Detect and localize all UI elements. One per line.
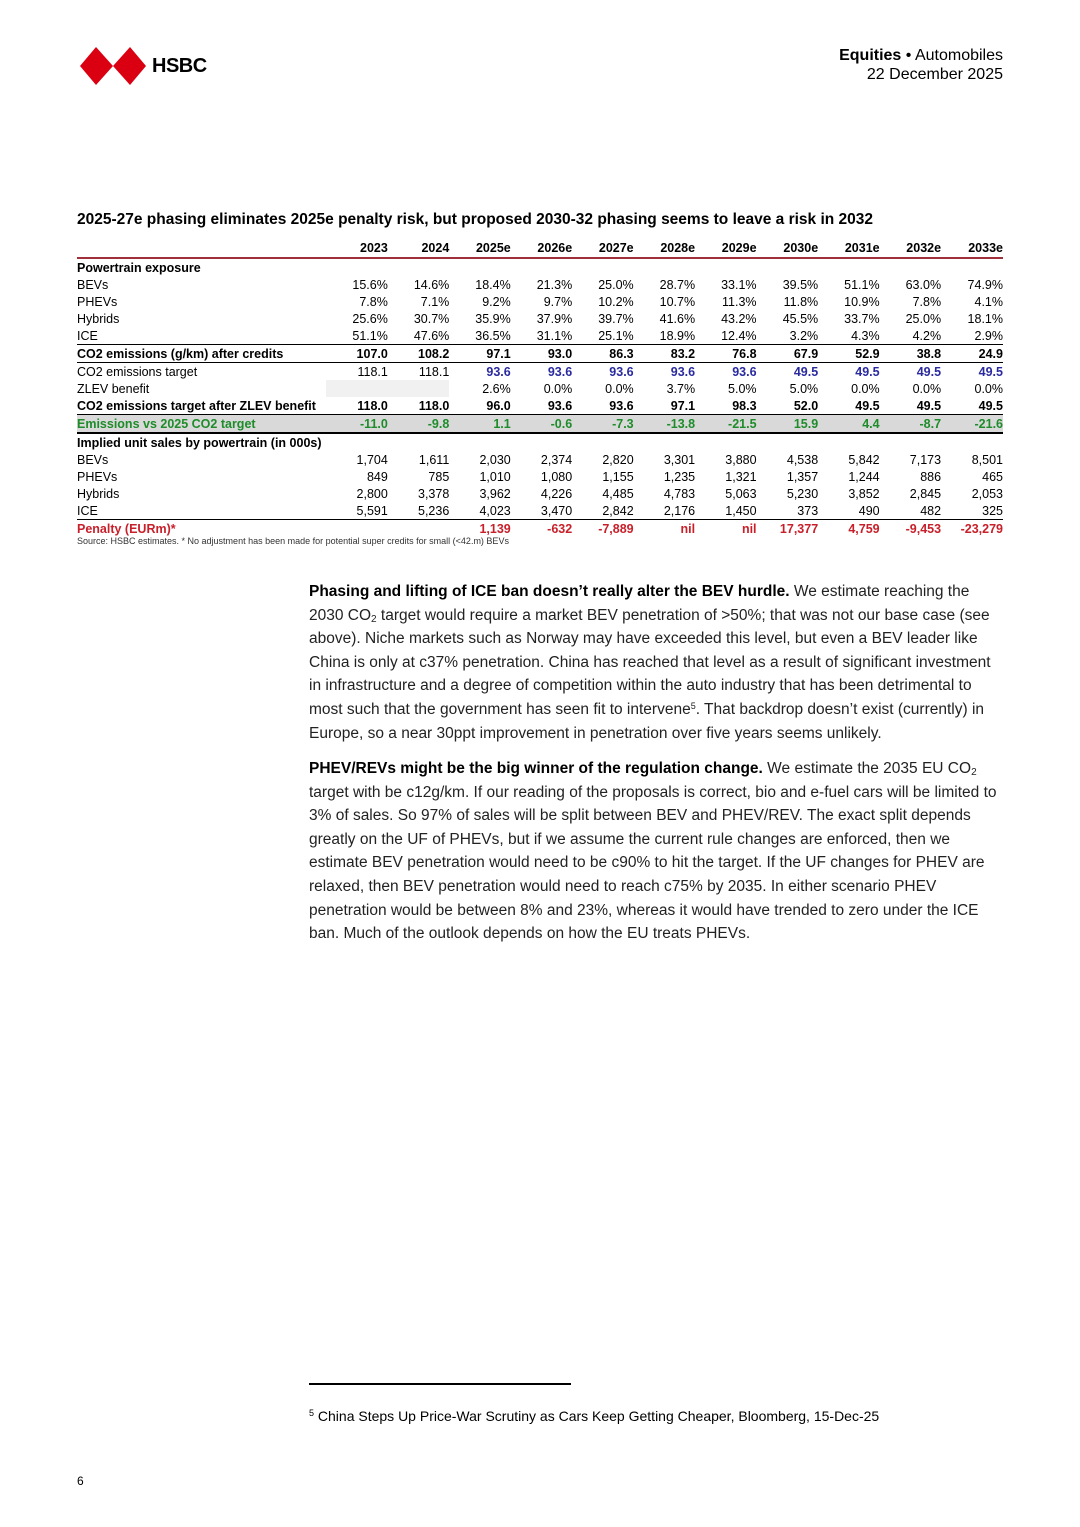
table-cell: -9.8 <box>388 415 449 434</box>
table-cell: 3,378 <box>418 486 450 501</box>
table-cell: 67.9 <box>757 345 819 363</box>
table-cell: 10.7% <box>659 294 696 309</box>
table-cell: 5,063 <box>725 486 757 501</box>
table-cell <box>326 380 387 397</box>
table-cell: 14.6% <box>413 277 450 292</box>
table-cell: 1,244 <box>848 469 880 484</box>
paragraph-lead: Phasing and lifting of ICE ban doesn’t really alter the BEV hurdle. <box>309 583 790 600</box>
table-cell: 1,155 <box>602 469 634 484</box>
section-header-row <box>77 258 1003 276</box>
table-cell: 93.6 <box>634 363 695 381</box>
table-cell: 21.3% <box>536 277 573 292</box>
table-cell: 325 <box>982 503 1003 518</box>
table-row-ice-sales <box>77 502 1003 520</box>
table-cell: 4.3% <box>851 328 880 343</box>
table-cell: 49.5 <box>880 363 941 381</box>
paragraph-bev-hurdle <box>309 580 1003 745</box>
row-label: ZLEV benefit <box>77 381 150 396</box>
table-cell: 886 <box>920 469 942 484</box>
table-cell: nil <box>634 520 695 538</box>
table-cell: 30.7% <box>413 311 450 326</box>
table-cell: 49.5 <box>855 398 880 413</box>
paragraph-text: We estimate the 2035 EU CO <box>762 760 972 777</box>
table-cell: 96.0 <box>486 398 511 413</box>
table-cell: 7.1% <box>420 294 450 309</box>
table-row-co2-target <box>77 363 1003 381</box>
table-cell: 2,030 <box>479 452 511 467</box>
column-header: 2029e <box>695 239 756 258</box>
table-cell: 4,759 <box>818 520 879 538</box>
table-cell: 51.1% <box>352 328 388 343</box>
column-header: 2033e <box>941 239 1003 258</box>
subscript: 2 <box>971 767 977 778</box>
table-cell: 11.8% <box>783 294 819 309</box>
subscript: 2 <box>371 613 377 625</box>
table-cell: 36.5% <box>475 328 511 343</box>
table-cell: 4.4 <box>818 415 879 434</box>
row-label: CO2 emissions target after ZLEV benefit <box>77 398 316 413</box>
row-label: Emissions vs 2025 CO2 target <box>77 415 326 434</box>
footnote-number: 5 <box>309 1408 315 1418</box>
row-label: PHEVs <box>77 294 118 309</box>
table-cell: 4,783 <box>663 486 696 501</box>
table-row-phev-sales <box>77 468 1003 485</box>
table-cell: 4.1% <box>974 294 1003 309</box>
table-cell: 5,842 <box>848 452 880 467</box>
table-cell: 9.2% <box>482 294 511 309</box>
table-cell: 3,880 <box>725 452 757 467</box>
row-label: Hybrids <box>77 486 120 501</box>
column-header: 2024 <box>388 239 449 258</box>
paragraph-phev-winner <box>309 757 1003 946</box>
footnote-text: China Steps Up Price-War Scrutiny as Cars Keep Getting Cheaper, Bloomberg, 15-Dec-25 <box>314 1408 880 1424</box>
table-cell: 785 <box>428 469 450 484</box>
paragraph-lead: PHEV/REVs might be the big winner of the regulation change. <box>309 760 763 777</box>
report-date: 22 December 2025 <box>866 66 1003 83</box>
table-cell: 5,236 <box>418 503 450 518</box>
table-cell: 10.9% <box>844 294 880 309</box>
table-cell: 39.5% <box>782 277 819 292</box>
table-cell: 849 <box>366 469 388 484</box>
table-cell: 43.2% <box>721 311 757 326</box>
row-label: ICE <box>77 503 98 518</box>
table-cell: 35.9% <box>475 311 511 326</box>
table-cell: 52.0 <box>793 398 819 413</box>
table-cell: 3.2% <box>789 328 819 343</box>
paragraph-text: . That backdrop doesn’t exist (currently) in Europe, so a near 30ppt improvement in penetration over five years seems unlikely. <box>309 700 985 742</box>
table-cell: 2,374 <box>540 452 573 467</box>
column-header: 2030e <box>757 239 819 258</box>
table-row-co2-after-credits <box>77 345 1003 363</box>
table-cell: 93.6 <box>609 398 634 413</box>
table-cell: 2,053 <box>971 486 1003 501</box>
table-cell: 1,010 <box>479 469 511 484</box>
table-cell: 2,800 <box>356 486 388 501</box>
table-cell: 1,704 <box>356 452 388 467</box>
table-cell: 17,377 <box>757 520 819 538</box>
table-cell: -21.5 <box>695 415 756 434</box>
table-cell: 45.5% <box>782 311 819 326</box>
table-cell: 5,591 <box>356 503 388 518</box>
table-cell: 0.0% <box>605 381 634 396</box>
table-cell <box>326 520 387 538</box>
table-cell: 7,173 <box>909 452 942 467</box>
column-header: 2031e <box>818 239 879 258</box>
row-label: Penalty (EURm)* <box>77 520 326 538</box>
table-cell: -7.3 <box>572 415 633 434</box>
row-label: BEVs <box>77 452 109 467</box>
table-cell: nil <box>695 520 756 538</box>
table-cell: 1,235 <box>663 469 696 484</box>
table-cell: 86.3 <box>572 345 633 363</box>
table-cell: 15.9 <box>757 415 819 434</box>
table-cell: -632 <box>511 520 572 538</box>
table-cell: 98.3 <box>732 398 757 413</box>
table-cell: 3,470 <box>540 503 573 518</box>
table-title: 2025-27e phasing eliminates 2025e penalty risk, but proposed 2030-32 phasing seems to leave a risk in 2032 <box>77 211 874 228</box>
table-cell: 1,357 <box>786 469 819 484</box>
table-cell: 33.1% <box>721 277 757 292</box>
table-cell: 18.9% <box>659 328 696 343</box>
powertrain-table <box>77 239 1003 537</box>
table-cell: 2.9% <box>974 328 1003 343</box>
table-cell: 3,852 <box>848 486 880 501</box>
table-cell <box>388 380 449 397</box>
table-cell: 2,842 <box>602 503 634 518</box>
table-cell: 93.6 <box>695 363 756 381</box>
table-row-hybrid-share <box>77 310 1003 327</box>
table-row-penalty <box>77 520 1003 538</box>
table-cell: 51.1% <box>844 277 880 292</box>
hsbc-logo <box>80 47 207 85</box>
table-cell: 33.7% <box>844 311 880 326</box>
report-category <box>839 46 1003 65</box>
column-header: 2027e <box>572 239 633 258</box>
table-cell: 63.0% <box>905 277 942 292</box>
table-cell: 118.1 <box>388 363 449 381</box>
table-cell: 118.0 <box>418 398 450 413</box>
table-cell: 10.2% <box>598 294 634 309</box>
table-cell: -11.0 <box>326 415 387 434</box>
footnote-ref[interactable]: 5 <box>690 700 696 711</box>
table-cell: 24.9 <box>941 345 1003 363</box>
bullet-separator: • <box>905 47 912 64</box>
table-cell: 0.0% <box>543 381 573 396</box>
table-cell: 5.0% <box>728 381 757 396</box>
column-header: 2028e <box>634 239 695 258</box>
table-cell: -9,453 <box>880 520 941 538</box>
table-cell: 1,139 <box>449 520 510 538</box>
table-cell: 93.6 <box>449 363 510 381</box>
table-cell: 1,611 <box>418 452 450 467</box>
footnote-divider <box>309 1383 571 1385</box>
table-cell: 97.1 <box>670 398 696 413</box>
column-header: 2032e <box>880 239 941 258</box>
paragraph-text: target would require a market BEV penetration of >50%; that was not our base case (see above). Niche markets such as Norway may have exceeded this level, but even a BEV leader like China is only at c37% penetration. China has reached that level as a result of significant investment in infrastructure and a degree of competition within the auto industry that has been detrimental to most such that the government has seen fit to intervene <box>309 606 991 718</box>
row-label: CO2 emissions (g/km) after credits <box>77 345 326 363</box>
category-sector: Automobiles <box>914 47 1003 64</box>
table-cell: 93.0 <box>511 345 572 363</box>
table-cell: 3,301 <box>663 452 696 467</box>
hsbc-hexagon-icon <box>80 47 146 85</box>
table-row-bev-sales <box>77 451 1003 468</box>
table-cell: 5.0% <box>789 381 819 396</box>
table-cell: 1,450 <box>725 503 757 518</box>
table-cell: 5,230 <box>786 486 819 501</box>
table-cell: 25.0% <box>598 277 634 292</box>
column-header: 2023 <box>326 239 387 258</box>
table-cell: 97.1 <box>449 345 510 363</box>
column-header: 2025e <box>449 239 510 258</box>
brand-name: HSBC <box>152 54 207 77</box>
table-cell: 11.3% <box>722 294 757 309</box>
table-cell: 18.1% <box>967 311 1003 326</box>
table-cell: 373 <box>797 503 819 518</box>
paragraph-text: We estimate reaching the 2030 CO <box>309 583 970 624</box>
table-cell: 93.6 <box>572 363 633 381</box>
table-cell: 0.0% <box>974 381 1003 396</box>
table-cell: 49.5 <box>941 363 1003 381</box>
row-label: Hybrids <box>77 311 120 326</box>
table-row-zlev-benefit <box>77 380 1003 397</box>
table-cell: 4,538 <box>786 452 819 467</box>
table-cell: 8,501 <box>971 452 1003 467</box>
table-cell: 25.0% <box>905 311 942 326</box>
paragraph-text: target with be c12g/km. If our reading of the proposals is correct, bio and e-fuel cars will be limited to 3% of sales. So 97% of sales will be split between BEV and PHEV/REV. The exact split depends greatly on the UF of PHEVs, but if we assume the current rule changes are enforced, then we estimate BEV penetration would need to be c90% to hit the target. If the UF changes for PHEV are relaxed, then BEV penetration would need to reach c75% by 2035. In either scenario PHEV penetration would be between 8% and 23%, whereas it would have trended to zero under the ICE ban. Much of the outlook depends on how the EU treats PHEVs. <box>309 783 997 943</box>
header-label-cell <box>77 239 326 258</box>
table-cell: 74.9% <box>967 277 1003 292</box>
table-cell: 49.5 <box>818 363 879 381</box>
table-cell: 2,176 <box>663 503 696 518</box>
table-cell: 49.5 <box>757 363 819 381</box>
table-header-row <box>77 239 1003 258</box>
table-cell: 7.8% <box>359 294 388 309</box>
table-cell: 25.1% <box>598 328 634 343</box>
table-cell: 3.7% <box>666 381 696 396</box>
table-cell: 2,820 <box>602 452 634 467</box>
page-number: 6 <box>77 1474 84 1488</box>
table-cell: -13.8 <box>634 415 695 434</box>
table-cell: 39.7% <box>598 311 634 326</box>
table-cell: 9.7% <box>543 294 573 309</box>
table-cell: 4,023 <box>479 503 511 518</box>
table-row-bev-share <box>77 276 1003 293</box>
table-cell: 1,321 <box>725 469 757 484</box>
table-cell: 93.6 <box>547 398 573 413</box>
table-cell: 2.6% <box>482 381 511 396</box>
table-cell: 4,485 <box>602 486 634 501</box>
table-cell <box>388 520 449 538</box>
table-cell: 3,962 <box>479 486 511 501</box>
table-cell: 18.4% <box>475 277 511 292</box>
table-cell: 1.1 <box>449 415 510 434</box>
table-cell: 15.6% <box>352 277 388 292</box>
table-cell: 0.0% <box>912 381 942 396</box>
table-cell: -7,889 <box>572 520 633 538</box>
table-cell: 4,226 <box>540 486 573 501</box>
column-header: 2026e <box>511 239 572 258</box>
row-label: ICE <box>77 328 98 343</box>
section-label: Implied unit sales by powertrain (in 000s) <box>77 435 322 450</box>
section-header-row <box>77 433 1003 451</box>
table-cell: 12.4% <box>721 328 757 343</box>
table-source-note: Source: HSBC estimates. * No adjustment has been made for potential super credits for small (<42.m) BEVs <box>77 536 509 546</box>
table-cell: 0.0% <box>851 381 880 396</box>
table-cell: 49.5 <box>978 398 1003 413</box>
table-cell: 482 <box>920 503 942 518</box>
table-cell: 93.6 <box>511 363 572 381</box>
table-cell: 47.6% <box>413 328 450 343</box>
table-cell: -21.6 <box>941 415 1003 434</box>
table-row-emissions-vs-target <box>77 415 1003 434</box>
table-cell: 118.1 <box>326 363 387 381</box>
table-cell: 2,845 <box>909 486 942 501</box>
table-cell: 490 <box>858 503 880 518</box>
table-cell: 76.8 <box>695 345 756 363</box>
category-equities: Equities <box>839 47 902 64</box>
table-row-ice-share <box>77 327 1003 345</box>
section-label: Powertrain exposure <box>77 260 201 275</box>
table-cell: 83.2 <box>634 345 695 363</box>
table-cell: 41.6% <box>659 311 696 326</box>
row-label: PHEVs <box>77 469 118 484</box>
table-cell: -23,279 <box>941 520 1003 538</box>
table-cell: 465 <box>982 469 1003 484</box>
row-label: CO2 emissions target <box>77 363 326 381</box>
table-cell: 28.7% <box>659 277 696 292</box>
table-cell: -8.7 <box>880 415 941 434</box>
table-cell: 25.6% <box>352 311 388 326</box>
table-cell: 1,080 <box>540 469 573 484</box>
table-cell: 37.9% <box>536 311 573 326</box>
table-row-target-after-zlev <box>77 397 1003 415</box>
row-label: BEVs <box>77 277 109 292</box>
table-cell: -0.6 <box>511 415 572 434</box>
report-header <box>839 46 1003 84</box>
table-cell: 4.2% <box>912 328 942 343</box>
table-cell: 107.0 <box>326 345 387 363</box>
table-cell: 49.5 <box>916 398 942 413</box>
table-cell: 38.8 <box>880 345 941 363</box>
table-cell: 108.2 <box>388 345 449 363</box>
table-cell: 7.8% <box>912 294 942 309</box>
table-cell: 118.0 <box>357 398 388 413</box>
table-cell: 52.9 <box>818 345 879 363</box>
footnote <box>309 1408 879 1424</box>
table-row-hybrid-sales <box>77 485 1003 502</box>
table-cell: 31.1% <box>536 328 573 343</box>
table-row-phev-share <box>77 293 1003 310</box>
